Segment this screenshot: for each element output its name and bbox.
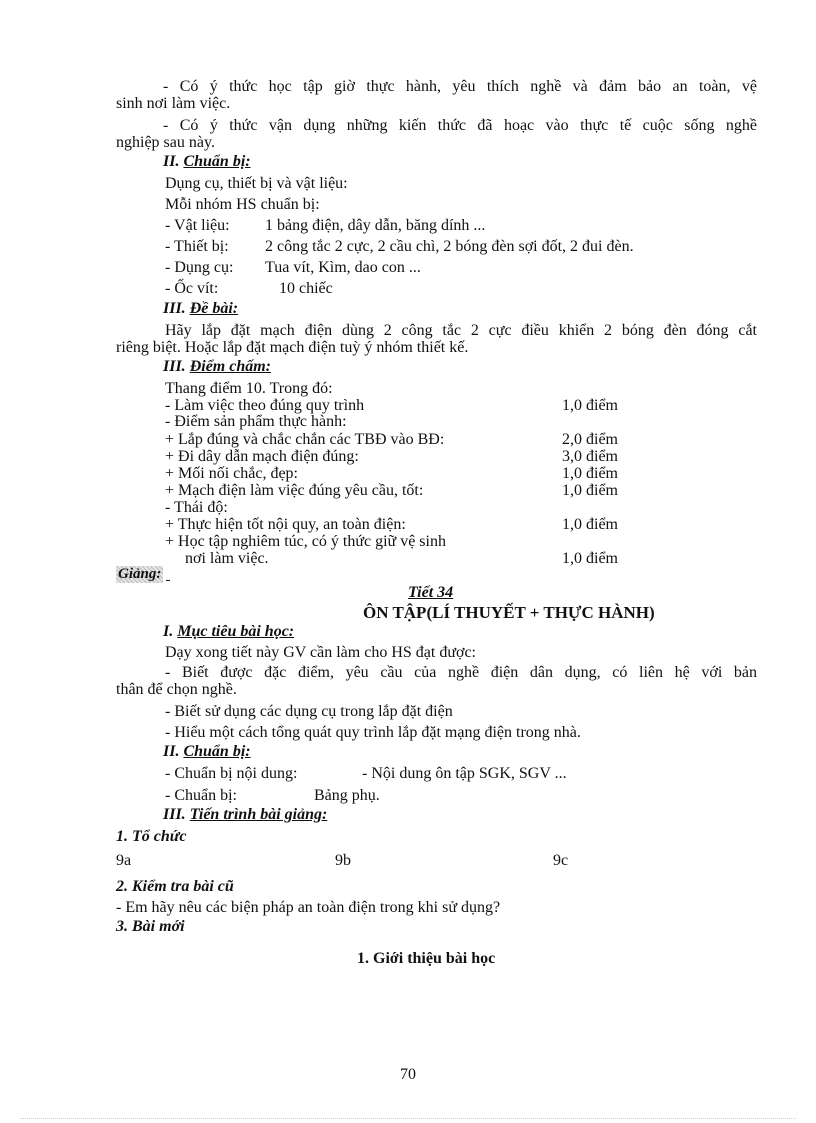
section-heading-num: II. [163,743,180,760]
section-heading-text: Đề bài: [189,300,239,317]
section-heading-num: III. [163,300,186,317]
grading-row-label: - Điểm sản phẩm thực hành: [165,413,347,430]
process-org: 1. Tổ chức [116,828,187,845]
section-heading-prep-2 [163,743,251,761]
objectives-item-2: - Biết sử dụng các dụng cụ trong lắp đặt điện [165,703,453,720]
prep-line-1: Dụng cụ, thiết bị và vật liệu: [165,175,348,192]
section-heading-task [163,300,238,318]
page-bottom-divider [20,1118,796,1119]
intro-line-2b: nghiệp sau này. [116,134,215,151]
lesson-title: ÔN TẬP(LÍ THUYẾT + THỰC HÀNH) [363,603,655,622]
prep-item-value: 10 chiếc [279,280,333,297]
section-heading-grading [163,358,271,376]
section-heading-num: I. [163,623,174,640]
section-heading-num: III. [163,358,186,375]
grading-row-label: + Mối nối chắc, đẹp: [165,465,298,482]
section-heading-prep [163,153,251,171]
giang-underline [166,580,170,581]
section-heading-objectives [163,623,294,641]
grading-row-label: nơi làm việc. [185,550,269,567]
grading-row-value: 1,0 điểm [562,550,618,567]
section-heading-text: Mục tiêu bài học: [177,623,295,640]
prep-content-label: - Chuẩn bị nội dung: [165,765,298,782]
process-new-lesson: 3. Bài mới [116,918,185,935]
objectives-item-1a: - Biết được đặc điểm, yêu cầu của nghề điện dân dụng, có liên hệ với bản [165,664,757,681]
prep-board-value: Bảng phụ. [314,787,380,804]
prep-line-2: Mỗi nhóm HS chuẩn bị: [165,196,320,213]
prep-content-value: - Nội dung ôn tập SGK, SGV ... [362,765,567,782]
intro-line-1a: - Có ý thức học tập giờ thực hành, yêu thích nghề và đảm bảo an toàn, vệ [163,78,757,95]
grading-row-label: + Thực hiện tốt nội quy, an toàn điện: [165,516,406,533]
section-heading-text: Tiến trình bài giảng: [189,806,328,823]
giang-label: Giảng: [118,566,162,582]
prep-item-label: - Dụng cụ: [165,259,234,276]
section-heading-text: Chuẩn bị: [183,743,251,760]
class-label: 9a [116,852,132,869]
grading-row-label: - Thái độ: [165,499,228,516]
prep-item-label: - Vật liệu: [165,217,230,234]
intro-line-2a: - Có ý thức vận dụng những kiến thức đã hoạc vào thực tế cuộc sống nghề [163,117,757,134]
prep-item-label: - Ốc vít: [165,280,219,297]
prep-item-value: 2 công tắc 2 cực, 2 cầu chì, 2 bóng đèn sợi đốt, 2 đui đèn. [265,238,634,255]
task-line-b: riêng biệt. Hoặc lắp đặt mạch điện tuỳ ý nhóm thiết kế. [116,339,469,356]
process-check: 2. Kiểm tra bài cũ [116,878,234,895]
page-number: 70 [400,1066,416,1083]
intro-line-1b: sinh nơi làm việc. [116,95,231,112]
process-check-question: - Em hãy nêu các biện pháp an toàn điện trong khi sử dụng? [116,899,501,916]
class-label: 9c [553,852,569,869]
prep-board-label: - Chuẩn bị: [165,787,237,804]
objectives-intro: Dạy xong tiết này GV cần làm cho HS đạt được: [165,644,476,661]
process-intro-title: 1. Giới thiệu bài học [357,950,496,967]
grading-row-value: 1,0 điểm [562,465,618,482]
objectives-item-1b: thân để chọn nghề. [116,681,237,698]
grading-row-value: 1,0 điểm [562,482,618,499]
grading-row-value: 3,0 điểm [562,448,618,465]
grading-row-label: - Làm việc theo đúng quy trình [165,397,365,414]
grading-row-label: + Học tập nghiêm túc, có ý thức giữ vệ sinh [165,533,446,550]
grading-row-value: 1,0 điểm [562,516,618,533]
lesson-number-text: Tiết 34 [408,584,454,601]
prep-item-value: Tua vít, Kìm, dao con ... [265,259,421,276]
prep-item-value: 1 bảng điện, dây dẫn, băng dính ... [265,217,486,234]
section-heading-text: Điểm chấm: [189,358,272,375]
grading-row-value: 1,0 điểm [562,397,618,414]
task-line-a: Hãy lắp đặt mạch điện dùng 2 công tắc 2 cực điều khiển 2 bóng đèn đóng cắt [165,322,757,339]
grading-row-label: + Mạch điện làm việc đúng yêu cầu, tốt: [165,482,424,499]
grading-intro: Thang điểm 10. Trong đó: [165,380,333,397]
prep-item-label: - Thiết bị: [165,238,229,255]
section-heading-num: II. [163,153,180,170]
lesson-number [408,584,468,602]
grading-row-label: + Lắp đúng và chắc chắn các TBĐ vào BĐ: [165,431,445,448]
section-heading-num: III. [163,806,186,823]
grading-row-value: 2,0 điểm [562,431,618,448]
class-label: 9b [335,852,351,869]
section-heading-text: Chuẩn bị: [183,153,251,170]
grading-row-label: + Đi dây dẫn mạch điện đúng: [165,448,359,465]
objectives-item-3: - Hiểu một cách tổng quát quy trình lắp đặt mạng điện trong nhà. [165,724,581,741]
section-heading-process [163,806,327,824]
